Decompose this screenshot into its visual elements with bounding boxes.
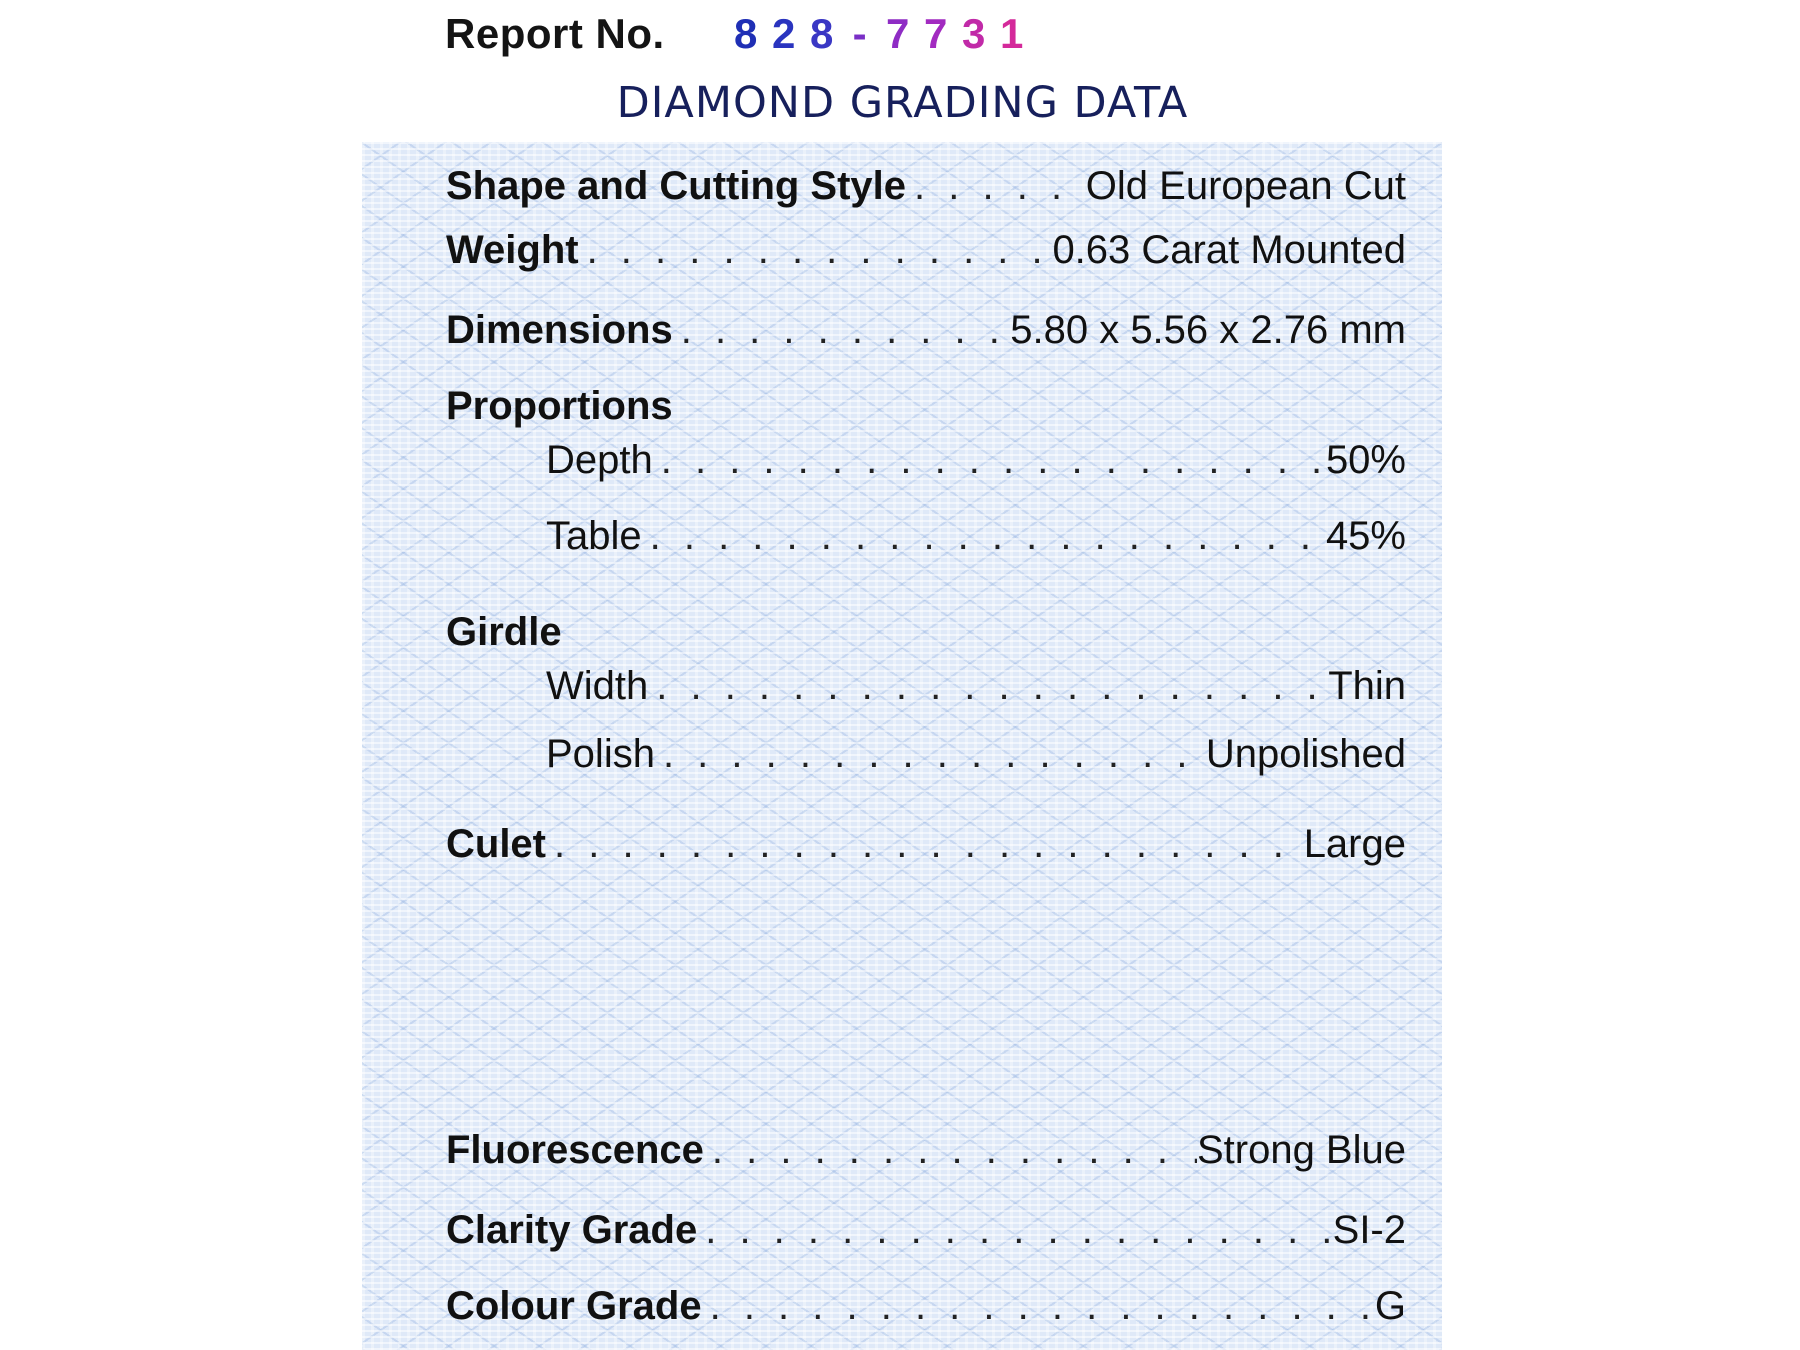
report-number-line [445, 4, 1031, 64]
dot-leader [702, 1284, 1375, 1329]
field-value: SI-2 [1332, 1208, 1406, 1252]
dot-leader [655, 732, 1206, 777]
dot-leader [653, 438, 1326, 483]
report-digit: 1 [999, 10, 1024, 57]
field-fluorescence [446, 1128, 1406, 1178]
field-shape [446, 164, 1406, 214]
dot-leader [642, 514, 1326, 559]
report-digit: 7 [885, 10, 910, 57]
dot-leader [673, 308, 1011, 353]
field-label: Weight [446, 228, 579, 272]
dot-leader [546, 822, 1304, 867]
field-label: Fluorescence [446, 1128, 704, 1172]
field-dimensions [446, 308, 1406, 358]
field-value: Thin [1328, 664, 1406, 708]
dot-leader [579, 228, 1053, 273]
field-label: Depth [546, 438, 653, 482]
dot-leader [704, 1128, 1197, 1173]
field-label: Colour Grade [446, 1284, 702, 1328]
dot-leader [906, 164, 1086, 209]
field-label: Dimensions [446, 308, 673, 352]
field-weight [446, 228, 1406, 278]
field-value: 0.63 Carat Mounted [1052, 228, 1406, 272]
report-digit: - [852, 10, 867, 57]
dot-leader [697, 1208, 1332, 1253]
grading-data-panel [362, 142, 1442, 1350]
field-girdle-width [446, 664, 1406, 714]
field-clarity [446, 1208, 1406, 1258]
field-label: Clarity Grade [446, 1208, 698, 1252]
field-label: Table [546, 514, 642, 558]
field-value: Large [1303, 822, 1406, 866]
field-culet [446, 822, 1406, 872]
field-girdle-polish [446, 732, 1406, 782]
report-digit: 8 [733, 10, 758, 57]
field-value: Unpolished [1205, 732, 1406, 776]
field-value: 50% [1325, 438, 1406, 482]
field-value: 45% [1325, 514, 1406, 558]
report-number [727, 10, 1031, 58]
field-depth [446, 438, 1406, 488]
field-value: Old European Cut [1085, 164, 1406, 208]
dot-leader [648, 664, 1328, 709]
report-digit: 7 [923, 10, 948, 57]
field-label: Shape and Cutting Style [446, 164, 907, 208]
report-digit: 3 [961, 10, 986, 57]
field-value: G [1374, 1284, 1406, 1328]
field-table [446, 514, 1406, 564]
field-label: Width [546, 664, 649, 708]
page-title: DIAMOND GRADING DATA [616, 78, 1189, 128]
girdle-heading: Girdle [446, 610, 562, 654]
report-label: Report No. [445, 10, 665, 57]
proportions-heading: Proportions [446, 384, 673, 428]
field-label: Polish [546, 732, 655, 776]
field-label: Culet [446, 822, 546, 866]
field-value: 5.80 x 5.56 x 2.76 mm [1010, 308, 1406, 352]
report-digit: 8 [809, 10, 834, 57]
report-digit: 2 [771, 10, 796, 57]
field-colour [446, 1284, 1406, 1334]
field-value: Strong Blue [1196, 1128, 1406, 1172]
